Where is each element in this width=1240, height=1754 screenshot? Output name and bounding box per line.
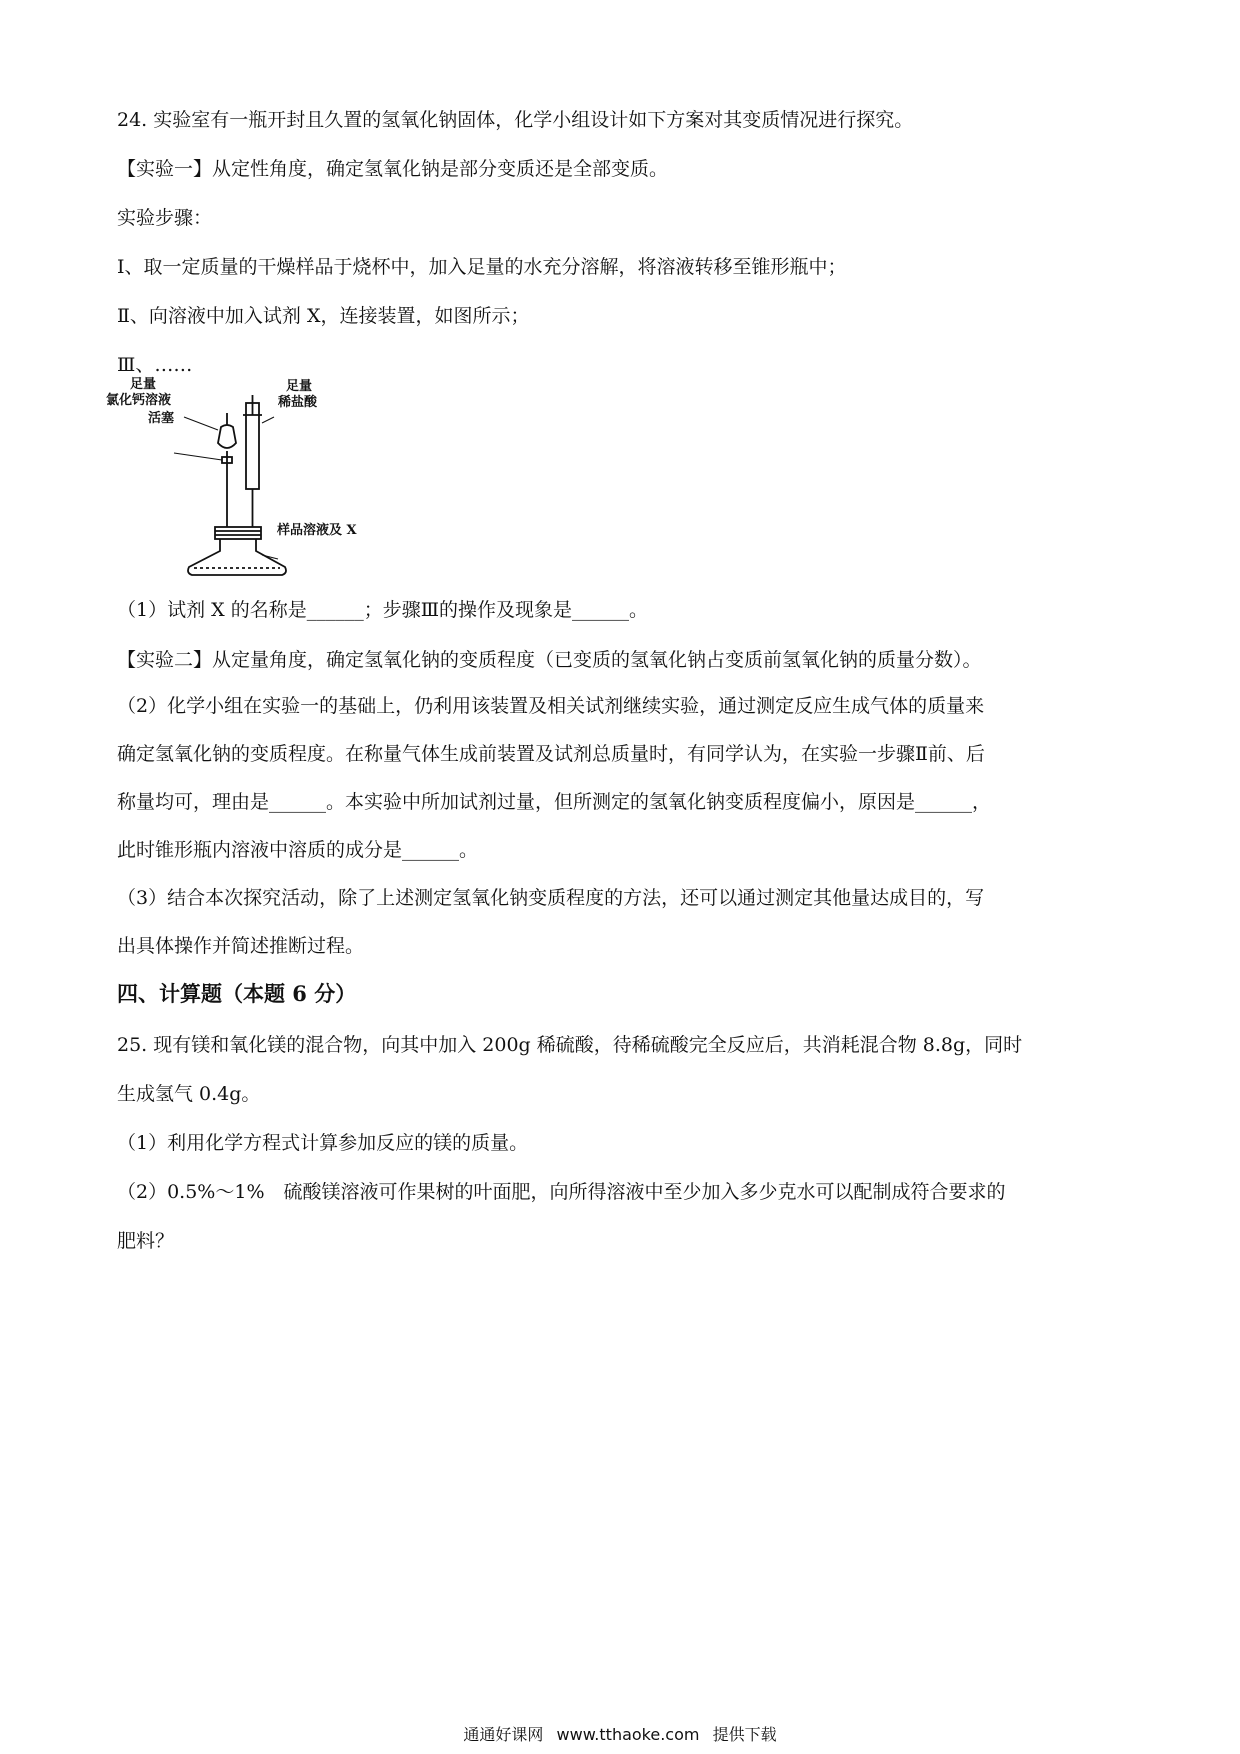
- q24-sub2-line1: （2）化学小组在实验一的基础上，仍利用该装置及相关试剂继续实验，通过测定反应生成气体的质量来: [117, 695, 985, 717]
- q25-sub2-line2: 肥料？: [117, 1230, 175, 1252]
- step-2: Ⅱ、向溶液中加入试剂 X，连接装置，如图所示；: [117, 305, 530, 327]
- q24-sub2-line2: 确定氢氧化钠的变质程度。在称量气体生成前装置及试剂总质量时，有同学认为，在实验一步骤Ⅱ前、后: [117, 743, 985, 765]
- q24-sub3-line2: 出具体操作并简述推断过程。: [117, 935, 365, 957]
- q25-sub2-line1: （2）0.5%～1% 硫酸镁溶液可作果树的叶面肥，向所得溶液中至少加入多少克水可以配制成符合要求的: [117, 1181, 1006, 1203]
- q25-sub1: （1）利用化学方程式计算参加反应的镁的质量。: [117, 1132, 529, 1154]
- q25-line1: 25. 现有镁和氧化镁的混合物，向其中加入 200g 稀硫酸，待稀硫酸完全反应后，共消耗混合物 8.8g，同时: [117, 1034, 1023, 1056]
- label-flask-contents: 样品溶液及 X: [277, 523, 357, 538]
- label-calcium-chloride: 氯化钙溶液: [106, 393, 172, 408]
- step-3: Ⅲ、……: [117, 354, 193, 376]
- page-footer: [0, 1722, 1240, 1745]
- label-valve: 活塞: [148, 411, 175, 426]
- footer-note: 提供下载: [712, 1725, 777, 1744]
- apparatus-figure: [106, 377, 392, 577]
- q24-intro: 24. 实验室有一瓶开封且久置的氢氧化钠固体，化学小组设计如下方案对其变质情况进行探究。: [117, 109, 914, 131]
- footer-site: 通通好课网: [463, 1725, 544, 1744]
- label-right-amount: 足量: [286, 379, 313, 394]
- stopper: [215, 527, 261, 539]
- section-4-title: 四、计算题（本题 6 分）: [117, 981, 357, 1006]
- experiment-1-heading: 【实验一】从定性角度，确定氢氧化钠是部分变质还是全部变质。: [117, 158, 669, 180]
- experiment-2-heading: 【实验二】从定量角度，确定氢氧化钠的变质程度（已变质的氢氧化钠占变质前氢氧化钠的质量分数）。: [117, 649, 982, 671]
- label-dilute-hcl: 稀盐酸: [278, 395, 318, 410]
- separatory-funnel: [218, 425, 236, 448]
- step-1: Ⅰ、取一定质量的干燥样品于烧杯中，加入足量的水充分溶解，将溶液转移至锥形瓶中；: [117, 256, 847, 278]
- label-left-amount: 足量: [130, 377, 157, 392]
- q24-sub2-line3: 称量均可，理由是______。本实验中所加试剂过量，但所测定的氢氧化钠变质程度偏小，原因是______，: [117, 791, 992, 813]
- steps-label: 实验步骤：: [117, 207, 213, 229]
- footer-url[interactable]: www.tthaoke.com: [556, 1725, 700, 1744]
- q25-line2: 生成氢气 0.4g。: [117, 1083, 261, 1105]
- q24-sub3-line1: （3）结合本次探究活动，除了上述测定氢氧化钠变质程度的方法，还可以通过测定其他量达成目的，写: [117, 887, 985, 909]
- q24-sub2-line4: 此时锥形瓶内溶液中溶质的成分是______。: [117, 839, 479, 861]
- q24-sub1: （1）试剂 X 的名称是______；步骤Ⅲ的操作及现象是______。: [117, 599, 649, 621]
